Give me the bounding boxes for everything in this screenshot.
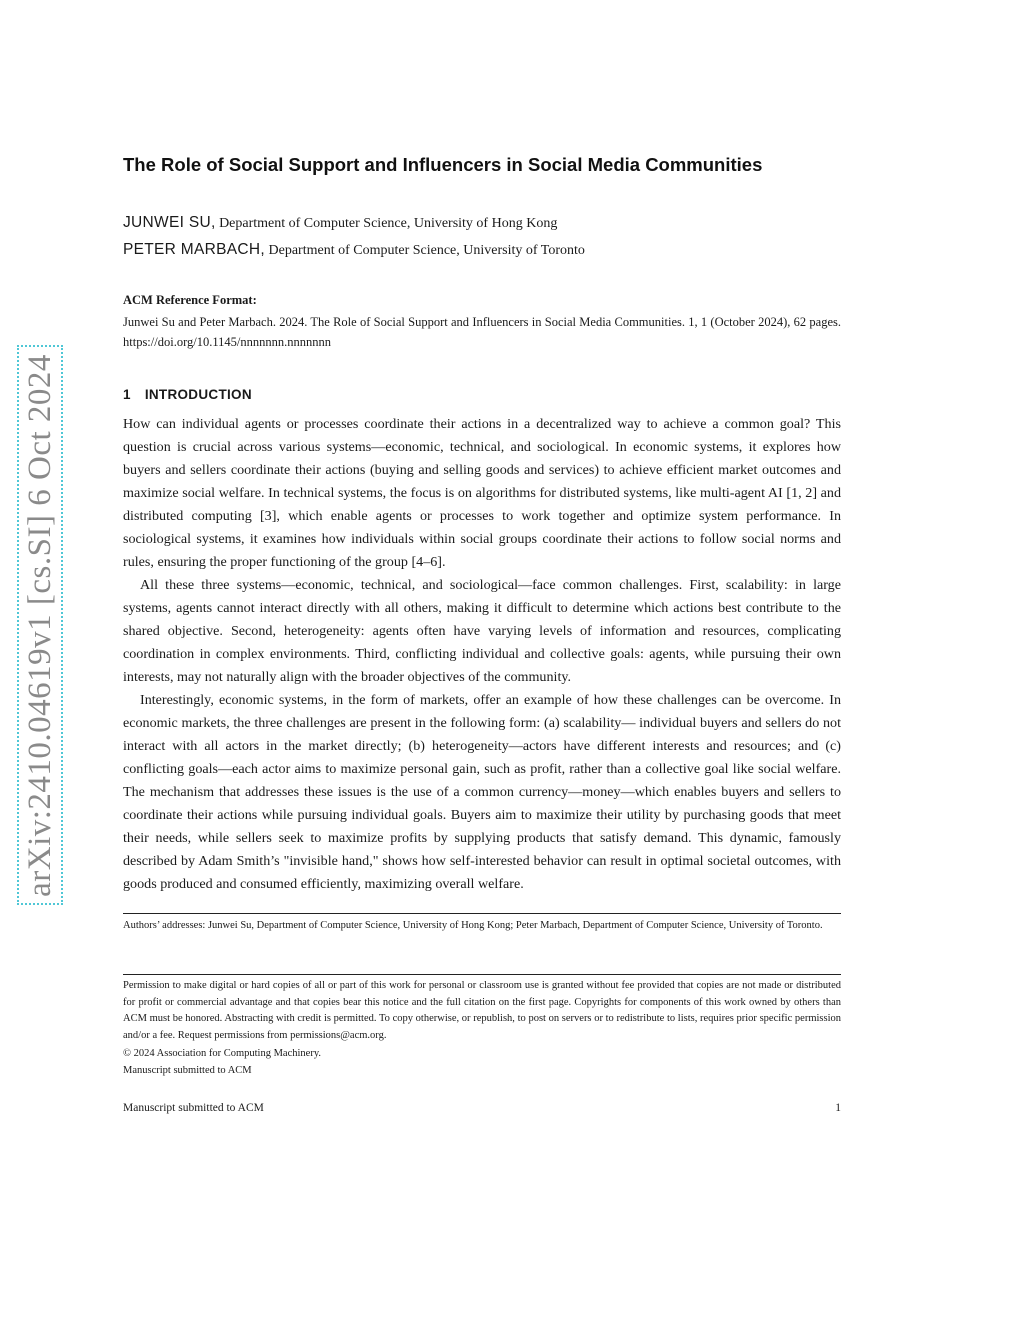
arxiv-id: arXiv:2410.04619v1 [cs.SI] 6 Oct 2024 <box>21 353 58 897</box>
footnote-divider <box>123 913 841 914</box>
permission-notice: Permission to make digital or hard copies of all or part of this work for personal or classroom use is granted without fee provided that copies are not made or distributed for profit or commercial advantage and that copies bear this notice and the full citation on the first page. Copyrights for components of this work owned by others than ACM must be honored. Abstracting with credit is permitted. To copy otherwise, or republish, to post on servers or to redistribute to lists, requires prior specific permission and/or a fee. Request permissions from permissions@acm.org. <box>123 980 841 1041</box>
section-heading <box>123 387 252 402</box>
manuscript-note: Manuscript submitted to ACM <box>123 1065 252 1076</box>
paragraph: Interestingly, economic systems, in the form of markets, offer an example of how these challenges can be overcome. In economic markets, the three challenges are present in the following form: (a) scalability— individual buyers and sellers do not interact with all actors in the market directly; (b) heterogeneity—actors have different interests and resources; and (c) conflicting goals—each actor aims to maximize personal gain, such as profit, rather than a collective goal like social welfare. The mechanism that addresses these issues is the use of a common currency—money—which enables buyers and sellers to coordinate their actions while pursuing individual goals. Buyers aim to maximize their utility by purchasing goods that meet their needs, while sellers seek to maximize profits by supplying products that satisfy demand. This dynamic, famously described by Adam Smith’s "invisible hand," shows how self-interested behavior can result in optimal societal outcomes, with goods produced and consumed efficiently, maximizing overall welfare. <box>123 692 841 892</box>
author-name: PETER MARBACH, <box>123 241 265 258</box>
section-title: INTRODUCTION <box>144 387 252 402</box>
paper-title: The Role of Social Support and Influencers in Social Media Communities <box>123 154 763 175</box>
body-text <box>123 413 841 896</box>
authors-addresses: Authors’ addresses: Junwei Su, Department of Computer Science, University of Hong Kong; Peter Marbach, Department of Computer Science, University of Toronto. <box>123 920 823 931</box>
copyright-notice: © 2024 Association for Computing Machinery. <box>123 1048 322 1059</box>
reference-format-heading: ACM Reference Format: <box>123 293 257 307</box>
author-affiliation: Department of Computer Science, University of Toronto <box>265 243 585 258</box>
arxiv-stamp <box>17 345 63 905</box>
author-affiliation: Department of Computer Science, University of Hong Kong <box>215 216 558 231</box>
permission-divider <box>123 974 841 975</box>
page-number: 1 <box>835 1102 841 1114</box>
author-name: JUNWEI SU, <box>123 214 216 231</box>
page-footer-left: Manuscript submitted to ACM <box>123 1102 264 1114</box>
author-2 <box>123 241 843 259</box>
section-number: 1 <box>123 387 131 402</box>
author-1 <box>123 214 843 232</box>
reference-format-text: Junwei Su and Peter Marbach. 2024. The Role of Social Support and Influencers in Social Media Communities. 1, 1 (October 2024), 62 pages. https://doi.org/10.1145/nnnnnnn.nnnnnnn <box>123 315 841 349</box>
paragraph: All these three systems—economic, technical, and sociological—face common challenges. First, scalability: in large systems, agents cannot interact directly with all others, making it difficult to determine which actions best contribute to the shared objective. Second, heterogeneity: agents often have varying levels of information and resources, complicating coordination in complex environments. Third, conflicting individual and collective goals: agents, while pursuing their own interests, may not naturally align with the broader objectives of the community. <box>123 577 841 685</box>
paragraph: How can individual agents or processes coordinate their actions in a decentralized way to achieve a common goal? This question is crucial across various systems—economic, technical, and sociological. In economic systems, it explores how buyers and sellers coordinate their actions (buying and selling goods and services) to achieve efficient market outcomes and maximize social welfare. In technical systems, the focus is on algorithms for distributed systems, like multi-agent AI [1, 2] and distributed computing [3], which enable agents or processes to work together and optimize system performance. In sociological systems, it examines how individuals within social groups coordinate their actions to follow social norms and rules, ensuring the proper functioning of the group [4–6]. <box>123 416 841 570</box>
